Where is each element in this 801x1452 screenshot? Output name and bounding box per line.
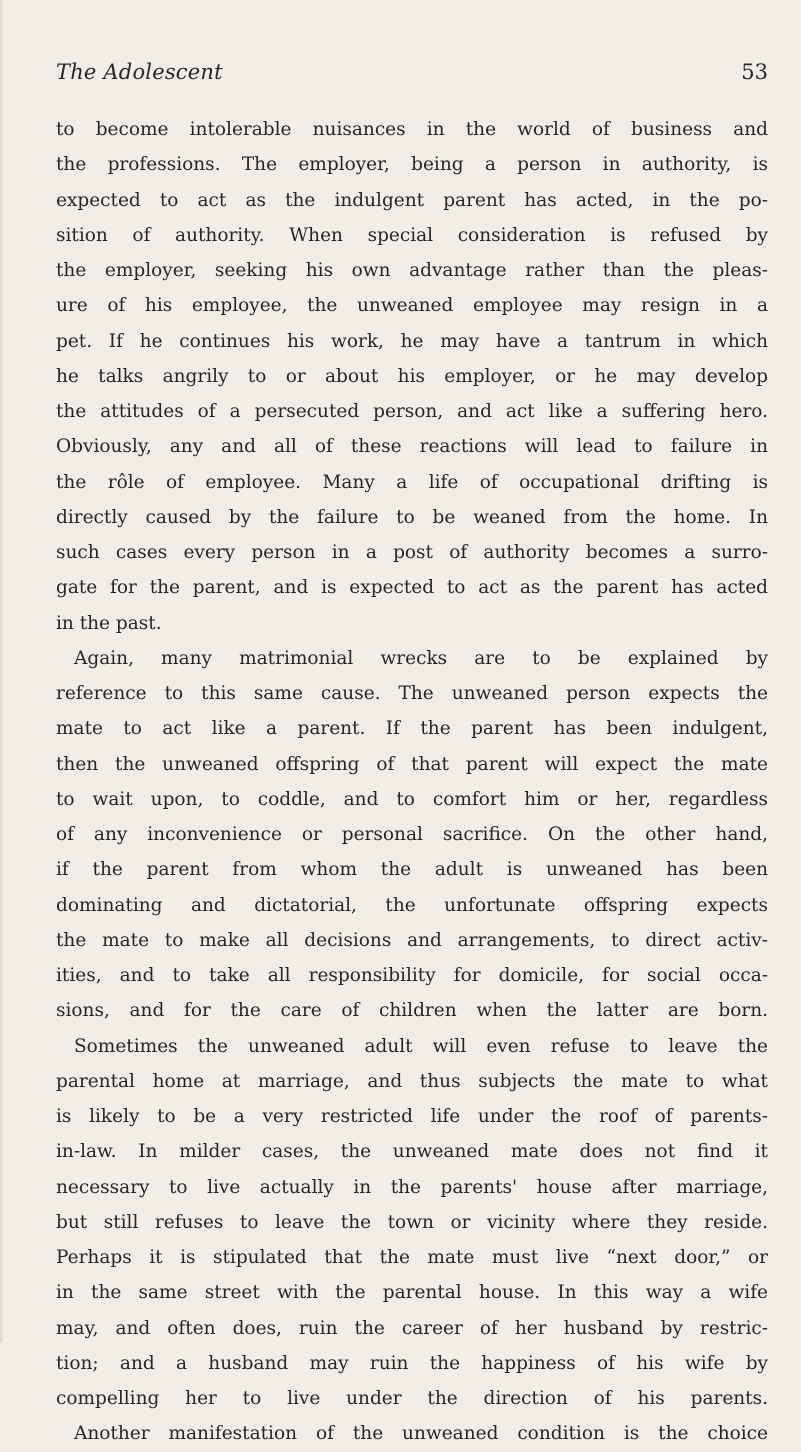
text-line: then the unweaned offspring of that parent will expect the mate (56, 753, 768, 775)
text-line: the attitudes of a persecuted person, and act like a suffering hero. (56, 401, 768, 422)
text-line: compelling her to live under the direction of his parents. (56, 1388, 768, 1409)
text-line: mate to act like a parent. If the parent has been indulgent, (56, 718, 768, 740)
text-line: ities, and to take all responsibility for domicile, for social occa- (56, 965, 768, 986)
text-line: dominating and dictatorial, the unfortunate offspring expects (56, 894, 768, 916)
text-line: may, and often does, ruin the career of her husband by restric- (56, 1317, 768, 1339)
page-edge-shadow (0, 0, 4, 1343)
page-number: 53 (741, 60, 768, 84)
text-line: gate for the parent, and is expected to act as the parent has acted (56, 577, 768, 599)
text-line: to become intolerable nuisances in the world of business and (56, 119, 768, 140)
text-line: Again, many matrimonial wrecks are to be explained by (74, 647, 768, 669)
text-line: sition of authority. When special consideration is refused by (56, 224, 768, 246)
text-line: necessary to live actually in the parents' house after marriage, (56, 1176, 768, 1198)
text-line: directly caused by the failure to be weaned from the home. In (56, 506, 768, 528)
text-line: Perhaps it is stipulated that the mate must live “next door,” or (56, 1247, 768, 1268)
text-line: ure of his employee, the unweaned employee may resign in a (56, 295, 768, 317)
text-line: in the same street with the parental house. In this way a wife (56, 1282, 768, 1304)
page-header (56, 60, 768, 94)
text-line: he talks angrily to or about his employer, or he may develop (56, 365, 768, 387)
text-line: Obviously, any and all of these reactions will lead to failure in (56, 436, 768, 458)
text-line: expected to act as the indulgent parent has acted, in the po- (56, 189, 768, 211)
text-line: if the parent from whom the adult is unweaned has been (56, 859, 768, 881)
body-text (56, 112, 768, 1452)
text-line: parental home at marriage, and thus subjects the mate to what (56, 1070, 768, 1092)
text-line: pet. If he continues his work, he may have a tantrum in which (56, 330, 768, 352)
text-line: of any inconvenience or personal sacrifice. On the other hand, (56, 824, 768, 845)
text-line: Sometimes the unweaned adult will even refuse to leave the (74, 1035, 768, 1057)
text-line: tion; and a husband may ruin the happiness of his wife by (56, 1352, 768, 1374)
text-line: to wait upon, to coddle, and to comfort him or her, regardless (56, 788, 768, 810)
text-line: the employer, seeking his own advantage rather than the pleas- (56, 260, 768, 281)
text-line: reference to this same cause. The unweaned person expects the (56, 683, 768, 704)
text-line: in the past. (56, 612, 162, 634)
text-line: Another manifestation of the unweaned condition is the choice (74, 1423, 768, 1445)
text-line: in-law. In milder cases, the unweaned mate does not find it (56, 1141, 768, 1163)
text-line: is likely to be a very restricted life under the roof of parents- (56, 1106, 768, 1127)
text-line: such cases every person in a post of authority becomes a surro- (56, 542, 768, 563)
text-line: sions, and for the care of children when the latter are born. (56, 1000, 768, 1022)
text-line: the mate to make all decisions and arrangements, to direct activ- (56, 929, 768, 951)
text-line: but still refuses to leave the town or vicinity where they reside. (56, 1211, 768, 1233)
text-line: the rôle of employee. Many a life of occupational drifting is (56, 471, 768, 493)
running-head: The Adolescent (56, 60, 223, 84)
text-line: the professions. The employer, being a person in authority, is (56, 154, 768, 176)
